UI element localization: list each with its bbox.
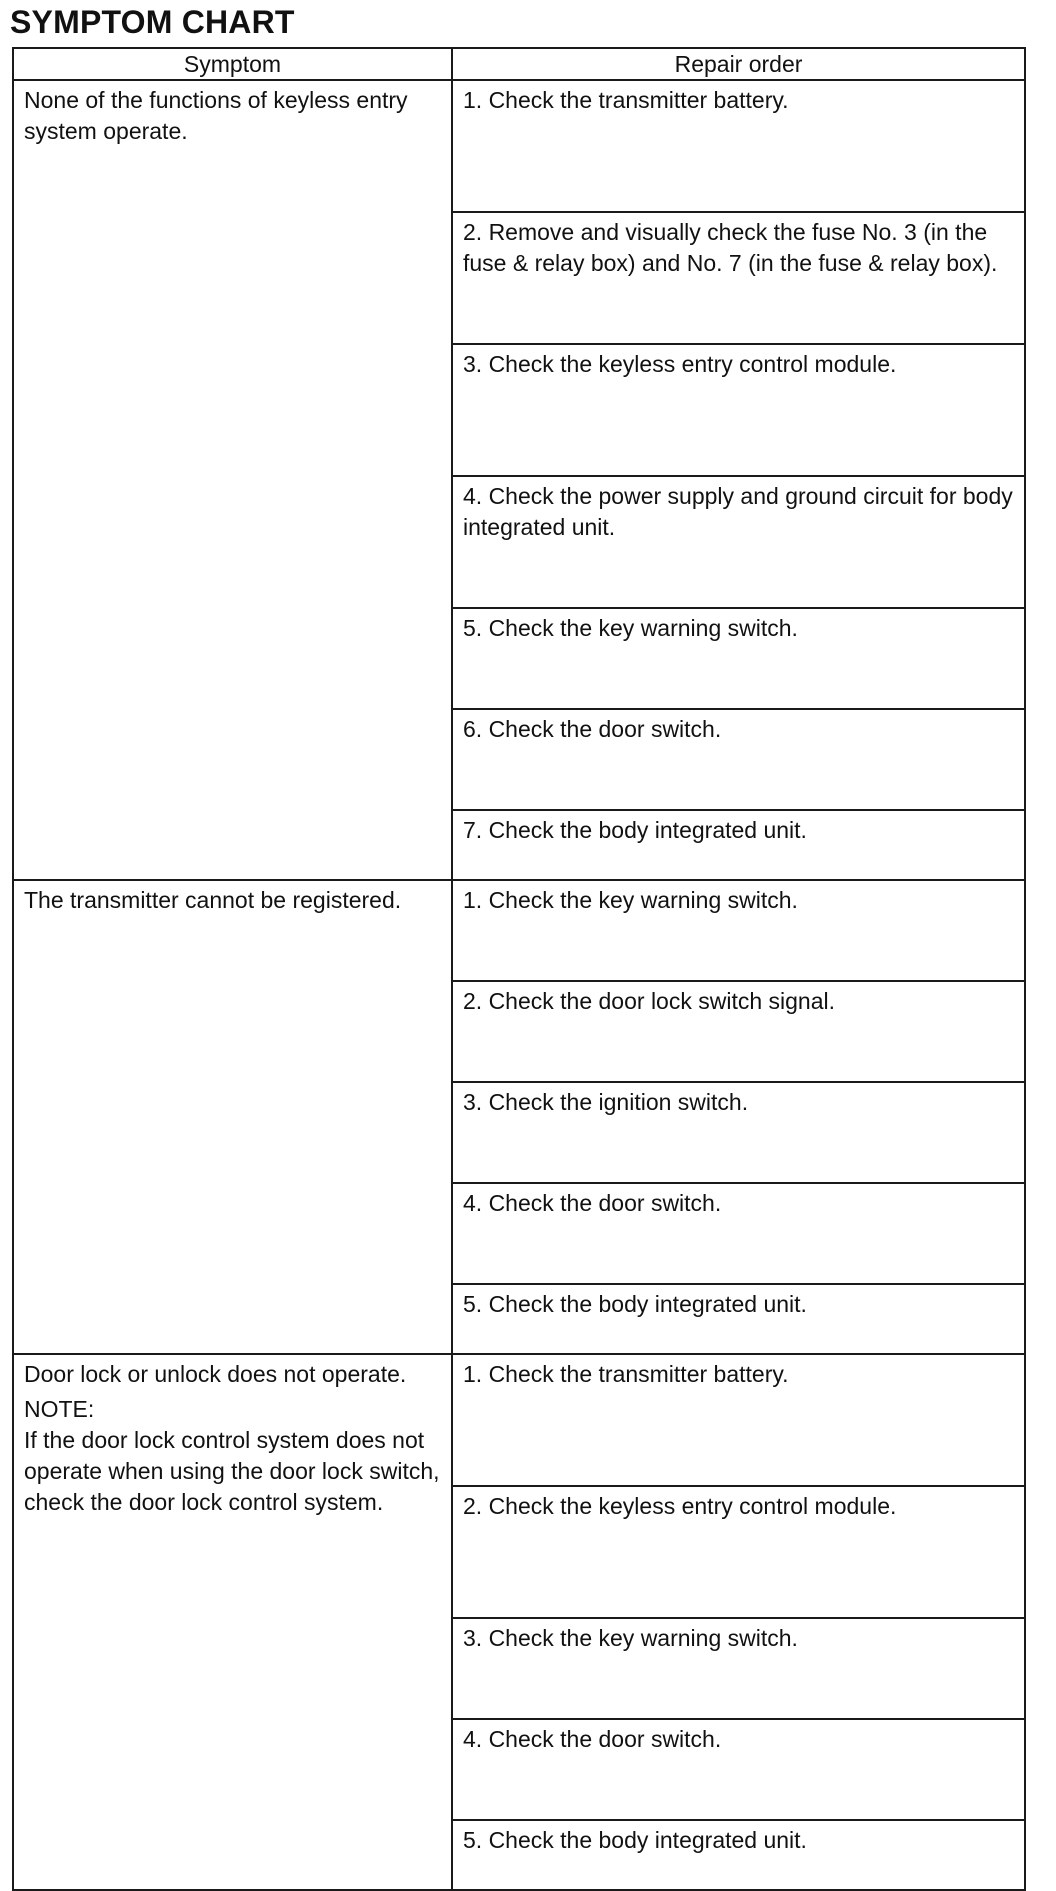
symptom-column-header: Symptom	[13, 48, 452, 80]
repair-step: 2. Check the door lock switch signal.	[452, 981, 1025, 1082]
repair-step: 3. Check the key warning switch.	[452, 1618, 1025, 1719]
repair-step: 1. Check the transmitter battery.	[452, 1354, 1025, 1486]
repair-step: 5. Check the body integrated unit.	[452, 1284, 1025, 1354]
repair-order-column-header: Repair order	[452, 48, 1025, 80]
repair-step: 4. Check the power supply and ground circuit for body integrated unit.	[452, 476, 1025, 608]
symptom-cell	[13, 80, 452, 880]
symptom-text: The transmitter cannot be registered.	[24, 887, 402, 913]
symptom-cell	[13, 880, 452, 1354]
repair-step: 2. Check the keyless entry control module.	[452, 1486, 1025, 1618]
table-row	[13, 1354, 1025, 1486]
header-row	[13, 48, 1025, 80]
repair-step: 4. Check the door switch.	[452, 1719, 1025, 1820]
symptom-chart-table	[12, 47, 1026, 1891]
repair-step: 7. Check the body integrated unit.	[452, 810, 1025, 880]
symptom-cell	[13, 1354, 452, 1890]
repair-step: 1. Check the key warning switch.	[452, 880, 1025, 981]
repair-step: 5. Check the key warning switch.	[452, 608, 1025, 709]
table-row	[13, 880, 1025, 981]
symptom-text: Door lock or unlock does not operate.	[24, 1361, 407, 1387]
repair-step: 3. Check the ignition switch.	[452, 1082, 1025, 1183]
repair-step: 4. Check the door switch.	[452, 1183, 1025, 1284]
note-text: If the door lock control system does not operate when using the door lock switch, check the door lock control system.	[24, 1427, 440, 1515]
repair-step: 2. Remove and visually check the fuse No. 3 (in the fuse & relay box) and No. 7 (in the fuse & relay box).	[452, 212, 1025, 344]
repair-step: 6. Check the door switch.	[452, 709, 1025, 810]
table-row	[13, 80, 1025, 212]
note-label: NOTE:	[24, 1396, 95, 1422]
repair-step: 5. Check the body integrated unit.	[452, 1820, 1025, 1890]
repair-step: 3. Check the keyless entry control module.	[452, 344, 1025, 476]
page-title: SYMPTOM CHART	[10, 4, 295, 40]
repair-step: 1. Check the transmitter battery.	[452, 80, 1025, 212]
symptom-text: None of the functions of keyless entry system operate.	[24, 87, 408, 144]
